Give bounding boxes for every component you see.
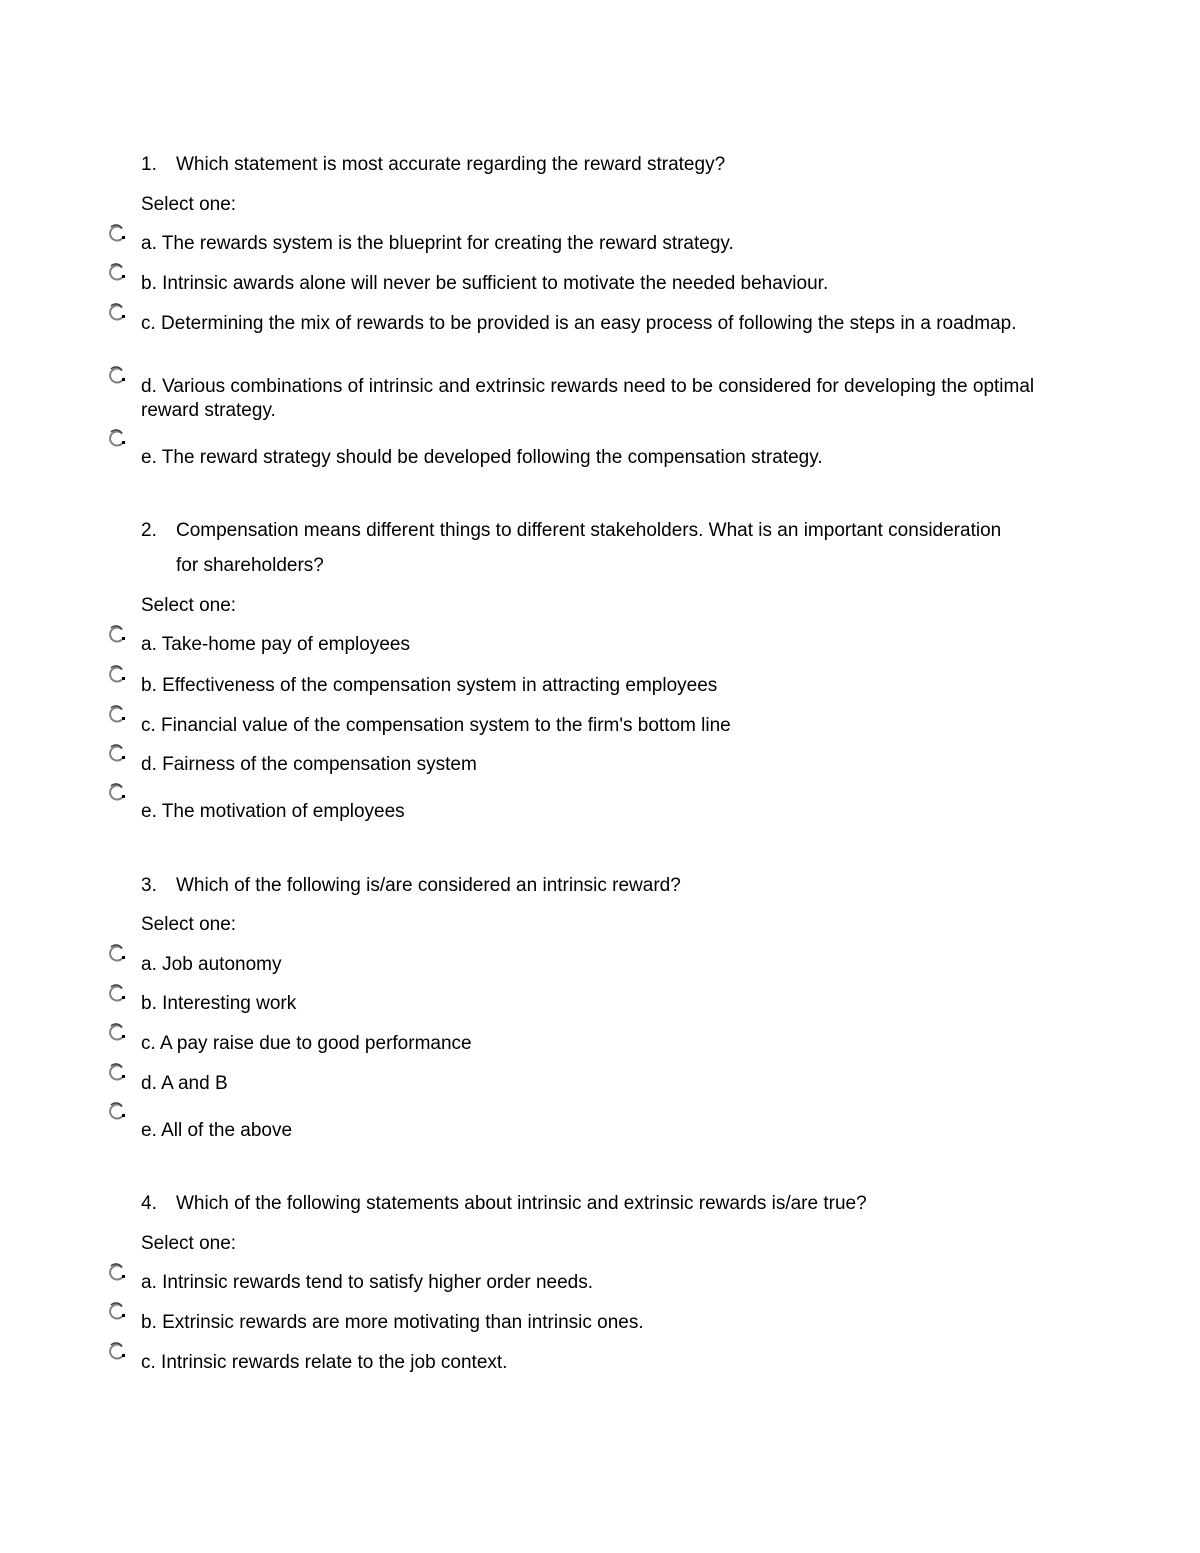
option-label: b. Extrinsic rewards are more motivating than intrinsic ones. xyxy=(141,1312,644,1333)
option-label: a. Intrinsic rewards tend to satisfy higher order needs. xyxy=(141,1272,594,1293)
radio-option-icon[interactable] xyxy=(106,782,128,804)
question-text: Which of the following is/are considered an intrinsic reward? xyxy=(176,875,681,896)
option-label: c. Financial value of the compensation system to the firm's bottom line xyxy=(141,715,731,736)
select-one-label: Select one: xyxy=(141,194,237,215)
question-text: Which of the following statements about intrinsic and extrinsic rewards is/are true? xyxy=(176,1193,867,1214)
option-label: b. Intrinsic awards alone will never be sufficient to motivate the needed behaviour. xyxy=(141,273,829,294)
select-one-label: Select one: xyxy=(141,914,237,935)
option-label: d. Various combinations of intrinsic and extrinsic rewards need to be considered for developing the optimal reward strategy. xyxy=(141,376,1035,421)
option-label: e. The reward strategy should be developed following the compensation strategy. xyxy=(141,447,823,468)
select-one-label: Select one: xyxy=(141,595,237,616)
radio-option-icon[interactable] xyxy=(106,943,128,965)
option-label: a. The rewards system is the blueprint for creating the reward strategy. xyxy=(141,233,734,254)
radio-option-icon[interactable] xyxy=(106,743,128,765)
radio-option-icon[interactable] xyxy=(106,223,128,245)
option-label: a. Job autonomy xyxy=(141,954,282,975)
radio-option-icon[interactable] xyxy=(106,1262,128,1284)
question-text: Compensation means different things to different stakeholders. What is an important consideration for shareholders? xyxy=(176,520,1002,576)
radio-option-icon[interactable] xyxy=(106,704,128,726)
option-label: d. A and B xyxy=(141,1073,228,1094)
option-label: c. A pay raise due to good performance xyxy=(141,1033,472,1054)
radio-option-icon[interactable] xyxy=(106,365,128,387)
option-label: e. The motivation of employees xyxy=(141,801,405,822)
question-3 xyxy=(141,868,1021,903)
radio-option-icon[interactable] xyxy=(106,1022,128,1044)
question-4 xyxy=(141,1186,1021,1221)
question-number: 4. xyxy=(141,1193,157,1214)
option-label: d. Fairness of the compensation system xyxy=(141,754,477,775)
question-2 xyxy=(141,513,1021,583)
radio-option-icon[interactable] xyxy=(106,1341,128,1363)
radio-option-icon[interactable] xyxy=(106,1101,128,1123)
radio-option-icon[interactable] xyxy=(106,1062,128,1084)
radio-option-icon[interactable] xyxy=(106,1301,128,1323)
question-text: Which statement is most accurate regarding the reward strategy? xyxy=(176,154,726,175)
radio-option-icon[interactable] xyxy=(106,983,128,1005)
option-label: b. Interesting work xyxy=(141,993,297,1014)
question-1 xyxy=(141,147,1021,182)
question-number: 1. xyxy=(141,154,157,175)
option-label: c. Intrinsic rewards relate to the job context. xyxy=(141,1352,508,1373)
radio-option-icon[interactable] xyxy=(106,262,128,284)
radio-option-icon[interactable] xyxy=(106,428,128,450)
option-label: c. Determining the mix of rewards to be provided is an easy process of following the steps in a roadmap. xyxy=(141,313,1017,334)
question-number: 2. xyxy=(141,520,157,541)
option-label: a. Take-home pay of employees xyxy=(141,634,410,655)
radio-option-icon[interactable] xyxy=(106,302,128,324)
radio-option-icon[interactable] xyxy=(106,664,128,686)
question-number: 3. xyxy=(141,875,157,896)
radio-option-icon[interactable] xyxy=(106,624,128,646)
select-one-label: Select one: xyxy=(141,1233,237,1254)
option-label: e. All of the above xyxy=(141,1120,293,1141)
option-label: b. Effectiveness of the compensation system in attracting employees xyxy=(141,675,718,696)
